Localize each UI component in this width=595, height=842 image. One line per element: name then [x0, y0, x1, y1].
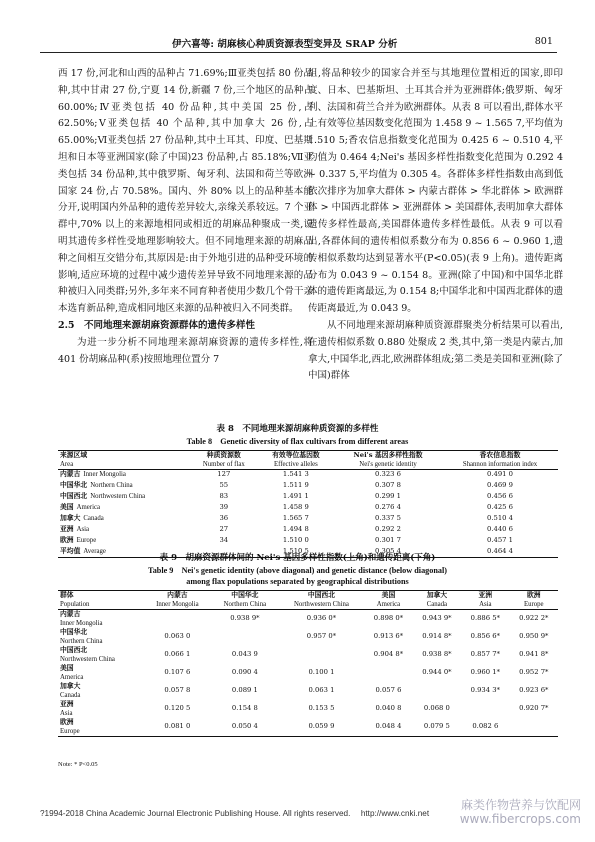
table8-row-label-cn: 内蒙古	[60, 470, 81, 478]
table9-row-label-cn: 中国华北	[60, 628, 88, 636]
page-number: 801	[534, 36, 553, 47]
table8-cell-nei: 0.337 5	[375, 513, 401, 522]
table8-header-4-cn: 香农信息指数	[479, 451, 521, 459]
table9-caption-en-2: among flax populations separated by geographical distributions	[186, 577, 409, 586]
table8-cell-sh: 0.510 4	[487, 513, 513, 522]
table9-corner	[58, 591, 144, 610]
table8-header-2	[258, 451, 334, 470]
table9-cell: 0.913 6*	[373, 632, 404, 640]
table8-caption-cn: 表 8 不同地理来源胡麻种质资源的多样性	[216, 424, 379, 434]
table9-row-label-cn: 中国西北	[60, 646, 88, 654]
table9-cell: 0.943 9*	[422, 614, 452, 622]
table8-row-label-en: Northern China	[90, 481, 133, 489]
table9-cell: 0.090 4	[231, 668, 258, 676]
table9-cell: 0.886 5*	[470, 614, 500, 622]
table9-cell: 0.941 8*	[519, 650, 549, 658]
table9-col-5-cn: 亚洲	[478, 591, 493, 599]
table9-cell: 0.068 0	[423, 704, 450, 712]
table8-header-0-en: Area	[60, 461, 74, 468]
table8-cell-n: 39	[219, 502, 229, 511]
table9-col-1-cn: 中国华北	[231, 591, 259, 599]
table9-cell: 0.063 0	[164, 632, 191, 640]
table8-row-label-cn: 欧洲	[60, 535, 74, 544]
table9-cell: 0.057 6	[375, 686, 402, 694]
table8-row-label-en: Northwestern China	[90, 492, 146, 500]
table8-cell-nei: 0.305 4	[375, 546, 401, 555]
table9-cell: 0.934 3*	[470, 686, 500, 694]
table8-cell-sh: 0.457 1	[487, 535, 513, 544]
table9-cell	[364, 664, 412, 682]
table9-row	[58, 682, 558, 700]
table9-corner-cn: 群体	[60, 591, 74, 599]
table8-row-label-en: Inner Mongolia	[83, 471, 126, 478]
table9-cell	[279, 646, 365, 664]
table8-header-3-en: Nei's genetic identity	[359, 461, 417, 468]
table9-note: Note: * P<0.05	[58, 761, 98, 768]
table8-cell-n: 83	[219, 491, 229, 500]
right-paragraph-2: 从不同地理来源胡麻种质资源群聚类分析结果可以看出,在遗传相似系数 0.880 处聚成 2 类,其中,第一类是内蒙古,加拿大,中国华北,西北,欧洲群体组成;第二类是美国和亚洲(除了中国)群体	[308, 319, 563, 382]
table9-cell: 0.950 9*	[519, 632, 549, 640]
table8-row	[58, 514, 558, 525]
table8-cell-nei: 0.276 4	[375, 502, 401, 511]
table9-row-label	[58, 610, 144, 629]
table8-row-label-cn: 亚洲	[60, 524, 74, 533]
table8-cell-nei: 0.292 2	[375, 524, 401, 533]
table9-col-6-cn: 欧洲	[526, 591, 541, 599]
table9-cell: 0.089 1	[231, 686, 258, 694]
table9-row-label-en: Asia	[60, 710, 73, 717]
table8-cell-sh: 0.440 6	[487, 524, 513, 533]
table9-cell: 0.960 1*	[470, 668, 500, 676]
table9-row-label	[58, 682, 144, 700]
table9-cell: 0.904 8*	[373, 650, 404, 658]
left-paragraph-1: 西 17 份,河北和山西的品种占 71.69%;Ⅲ亚类包括 80 份品种,其中甘肃 27 份,宁夏 14 份,新疆 7 份,三个地区的品种占 60.00%;Ⅳ亚类包括 40 份品种,其中美国 25 份,占 62.50%;Ⅴ亚类包括 40 个品种,其中加拿大 26 份,占 65.00%;Ⅵ亚类包括 27 份品种,其中土耳其、印度、巴基斯坦和日本等亚洲国家(除了中国)23 份品种,占 85.18%;Ⅶ亚类包括 34 份品种,其中俄罗斯、匈牙利、法国和荷兰等欧洲国家 24 份,占 70.58%。国内、外 80% 以上的品种基本能分开,说明国内外品种的遗传差异较大,亲缘关系较远。7 个亚群中,70% 以上的来源地相同或相近的胡麻品种聚成一类,说明其遗传多样性受地理影响较大。但不同地理来源的胡麻品种之间相互交错分布,其原因是:由于外地引进的品种受环境的影响,适应环境的过程中减少遗传差异导致不同地理来源的品种被归入同类群;另外,多年来不同育种者使用少数几个骨干亲本选育新品种,造成相同地区来源的品种被归入不同类群。	[58, 68, 313, 315]
table9-cell: 0.066 1	[164, 650, 191, 658]
table9-row	[58, 664, 558, 682]
table9-col-4-en: Canada	[426, 601, 448, 608]
table9-cell: 0.898 0*	[373, 614, 404, 622]
table9-col-5	[461, 591, 509, 610]
left-column	[58, 66, 313, 368]
table8-cell-nei: 0.299 1	[375, 491, 401, 500]
table8-cell-sh: 0.469 9	[487, 480, 513, 489]
table8-header-4	[442, 451, 558, 470]
right-paragraph-1: 组,将品种较少的国家合并至与其地理位置相近的国家,即印度、日本、巴基斯坦、土耳其合并为亚洲群体;俄罗斯、匈牙利、法国和荷兰合并为欧洲群体。从表 8 可以看出,群体水平上有效等位基因数变化范围为 1.458 9 ~ 1.565 7,平均值为 1.510 5;香农信息指数变化范围为 0.425 6 ~ 0.510 4,平均值为 0.464 4;Nei's 基因多样性指数变化范围为 0.292 4 ~ 0.337 5,平均值为 0.305 4。各群体多样性指数由高到低依次排序为加拿大群体 > 内蒙古群体 > 华北群体 > 欧洲群体 > 中国西北群体 > 亚洲群体 > 美国群体,表明加拿大群体遗传多样性最高,美国群体遗传多样性最低。从表 9 可以看出,各群体间的遗传相似系数分布为 0.856 6 ~ 0.960 1,遗传相似系数均达到显著水平(P<0.05)(表 9 上角)。遗传距离分布为 0.043 9 ~ 0.154 8。亚洲(除了中国)和中国华北群体的遗传距离最远,为 0.154 8;中国华北和中国西北群体的遗传距离最近,为 0.043 9。	[308, 68, 563, 315]
section-heading: 2.5 不同地理来源胡麻资源群体的遗传多样性	[58, 319, 256, 331]
table8-cell-ea: 1.491 1	[282, 491, 309, 500]
table8-row	[58, 503, 558, 514]
table9-caption-en-1: Table 9 Nei's genetic identity (above diagonal) and genetic distance (below diagonal)	[148, 565, 447, 575]
table8-cell-ea: 1.541 3	[282, 470, 309, 478]
table8-cell-ea: 1.458 9	[282, 502, 309, 511]
table9-row-label-en: Europe	[60, 728, 80, 735]
table8-cell-ea: 1.565 7	[282, 513, 309, 522]
table9-cell	[461, 700, 509, 718]
table8-row-label-cn: 中国西北	[60, 491, 88, 500]
table9-cell: 0.952 7*	[519, 668, 549, 676]
table9-cell: 0.914 8*	[422, 632, 452, 640]
table9-row-label-en: America	[60, 674, 84, 681]
table8-cell-sh: 0.491 0	[487, 470, 513, 478]
table9-col-2	[279, 591, 365, 610]
table9-row-label-cn: 欧洲	[60, 718, 74, 726]
table9-row-label-cn: 美国	[60, 664, 74, 672]
table8-header-2-en: Effective alleles	[273, 461, 318, 468]
table8-row-label-cn: 美国	[60, 502, 74, 511]
table8-header-1	[190, 451, 258, 470]
table8-header-4-en: Shannon information index	[462, 461, 538, 468]
table9-col-6	[510, 591, 558, 610]
table9-col-1	[211, 591, 279, 610]
table8-row-label-cn: 加拿大	[60, 513, 81, 522]
table8-header-3	[334, 451, 442, 470]
table9-row-label-cn: 内蒙古	[60, 610, 81, 618]
table9-cell: 0.040 8	[375, 704, 402, 712]
table9-row	[58, 700, 558, 718]
table8-row-label	[58, 503, 190, 514]
table8-row-label	[58, 492, 190, 503]
table9-col-3	[364, 591, 412, 610]
table8-cell-ea: 1.510 5	[282, 546, 309, 555]
table8-row-label	[58, 536, 190, 547]
table8-row-label-en: America	[76, 503, 100, 511]
table9-col-0	[144, 591, 212, 610]
table9-cell: 0.107 6	[164, 668, 191, 676]
table8-cell-nei: 0.307 8	[375, 480, 401, 489]
table8	[58, 450, 558, 558]
table9-col-3-cn: 美国	[381, 591, 396, 599]
table9-cell: 0.856 6*	[470, 632, 500, 640]
table9-cell: 0.059 9	[308, 722, 335, 730]
table9	[58, 590, 558, 737]
table8-cell-sh: 0.425 6	[487, 502, 513, 511]
table9-row	[58, 610, 558, 629]
table9-caption	[40, 553, 555, 588]
table9-corner-en: Population	[60, 601, 90, 608]
table8-cell-ea: 1.510 0	[282, 535, 309, 544]
table9-col-2-en: Northwestern China	[293, 601, 349, 608]
table9-row-label-en: Northwestern China	[60, 656, 115, 663]
table9-cell: 0.081 0	[164, 722, 191, 730]
table9-cell: 0.048 4	[375, 722, 402, 730]
table9-row-label	[58, 646, 144, 664]
table8-cell-n: 55	[219, 480, 229, 489]
table9-cell: 0.957 0*	[306, 632, 337, 640]
table8-row	[58, 525, 558, 536]
table8-row	[58, 492, 558, 503]
table9-cell: 0.936 0*	[306, 614, 337, 622]
table9-cell	[510, 718, 558, 737]
table8-row-label-en: Asia	[76, 525, 90, 533]
table9-cell: 0.050 4	[231, 722, 258, 730]
table9-row-label	[58, 718, 144, 737]
table8-row	[58, 470, 558, 481]
table9-cell: 0.154 8	[231, 704, 258, 712]
right-column	[308, 66, 563, 385]
table8-header-3-cn: Nei's 基因多样性指数	[353, 451, 423, 459]
watermark-line-2: www.fibercrops.com	[459, 812, 581, 826]
table8-cell-n: 36	[219, 513, 229, 522]
table9-cell: 0.923 6*	[519, 686, 549, 694]
table9-cell: 0.082 6	[472, 722, 499, 730]
table9-cell: 0.079 5	[423, 722, 450, 730]
header-title: 伊六喜等: 胡麻核心种质资源表型变异及 SRAP 分析	[172, 39, 398, 50]
table9-cell: 0.920 7*	[519, 704, 549, 712]
table9-cell: 0.153 5	[308, 704, 335, 712]
table8-caption	[40, 424, 555, 447]
left-paragraph-2: 为进一步分析不同地理来源胡麻资源的遗传多样性,将 401 份胡麻品种(系)按照地理位置分 7	[58, 336, 313, 365]
table9-cell: 0.100 1	[308, 668, 335, 676]
table9-cell: 0.938 9*	[230, 614, 260, 622]
table8-row-label	[58, 470, 190, 481]
table8-cell-n: 27	[219, 524, 229, 533]
running-header	[40, 36, 557, 53]
table8-cell-sh: 0.456 6	[487, 491, 513, 500]
table9-row-label-en: Northern China	[60, 638, 103, 645]
table9-col-0-en: Inner Mongolia	[156, 601, 199, 608]
table8-row	[58, 536, 558, 547]
table8-cell-nei: 0.323 6	[375, 470, 401, 478]
table9-cell: 0.944 0*	[422, 668, 452, 676]
table9-col-0-cn: 内蒙古	[167, 591, 188, 599]
table9-row-label-cn: 加拿大	[60, 682, 81, 690]
table9-col-3-en: America	[376, 601, 401, 608]
table8-row-label-cn: 平均值	[60, 546, 81, 555]
table8-row-label	[58, 481, 190, 492]
table9-cell	[211, 628, 279, 646]
table8-cell-ea: 1.494 8	[282, 524, 309, 533]
table8-cell-n: 34	[219, 535, 229, 544]
table9-row-label	[58, 700, 144, 718]
table8-header-1-cn: 种质资源数	[206, 451, 241, 459]
table9-row-label-cn: 亚洲	[60, 700, 74, 708]
table9-row	[58, 628, 558, 646]
table8-cell-sh: 0.464 4	[487, 546, 513, 555]
table9-caption-cn: 表 9 胡麻资源群体间的 Nei's 基因多样性指数(上角)和遗传距离(下角)	[159, 553, 436, 563]
table9-col-6-en: Europe	[523, 601, 544, 608]
table8-row-label-en: Average	[83, 547, 106, 555]
table9-cell: 0.057 8	[164, 686, 191, 694]
table9-cell	[144, 610, 212, 629]
table9-row	[58, 646, 558, 664]
table8-row-label-cn: 中国华北	[60, 480, 88, 489]
copyright-footer: ?1994-2018 China Academic Journal Electronic Publishing House. All rights reserved. http://www.cnki.net	[40, 809, 430, 818]
table9-col-1-en: Northern China	[223, 601, 267, 608]
table9-cell	[413, 682, 461, 700]
table9-cell: 0.120 5	[164, 704, 191, 712]
watermark	[460, 798, 581, 826]
table8-cell-nei: 0.301 7	[375, 535, 401, 544]
table8-cell-ea: 1.511 9	[282, 480, 309, 489]
table8-header-1-en: Number of flax	[202, 461, 245, 468]
table9-col-4	[413, 591, 461, 610]
table9-cell: 0.043 9	[231, 650, 258, 658]
table8-cell-n: 127	[217, 470, 231, 478]
table9-col-4-cn: 加拿大	[426, 591, 448, 599]
table9-row-label	[58, 628, 144, 646]
table8-header-2-cn: 有效等位基因数	[272, 451, 320, 459]
table9-row	[58, 718, 558, 737]
table9-cell: 0.938 8*	[422, 650, 452, 658]
table9-row-label-en: Inner Mongolia	[60, 620, 103, 627]
table9-cell: 0.063 1	[308, 686, 335, 694]
table8-header-0	[58, 451, 190, 470]
table9-col-5-en: Asia	[479, 601, 492, 608]
table9-cell: 0.922 2*	[519, 614, 549, 622]
table8-row-label	[58, 525, 190, 536]
table8-header-0-cn: 来源区域	[60, 451, 88, 459]
table9-row-label-en: Canada	[60, 692, 81, 699]
table8-caption-en: Table 8 Genetic diversity of flax cultivars from different areas	[186, 436, 409, 446]
table8-row-label-en: Canada	[83, 514, 104, 522]
watermark-line-1: 麻类作物营养与饮配网	[460, 798, 581, 812]
table8-row-label	[58, 514, 190, 525]
table8-row-label-en: Europe	[76, 536, 97, 544]
table9-col-2-cn: 中国西北	[307, 591, 336, 599]
table9-cell: 0.857 7*	[470, 650, 500, 658]
table9-row-label	[58, 664, 144, 682]
table8-row	[58, 481, 558, 492]
